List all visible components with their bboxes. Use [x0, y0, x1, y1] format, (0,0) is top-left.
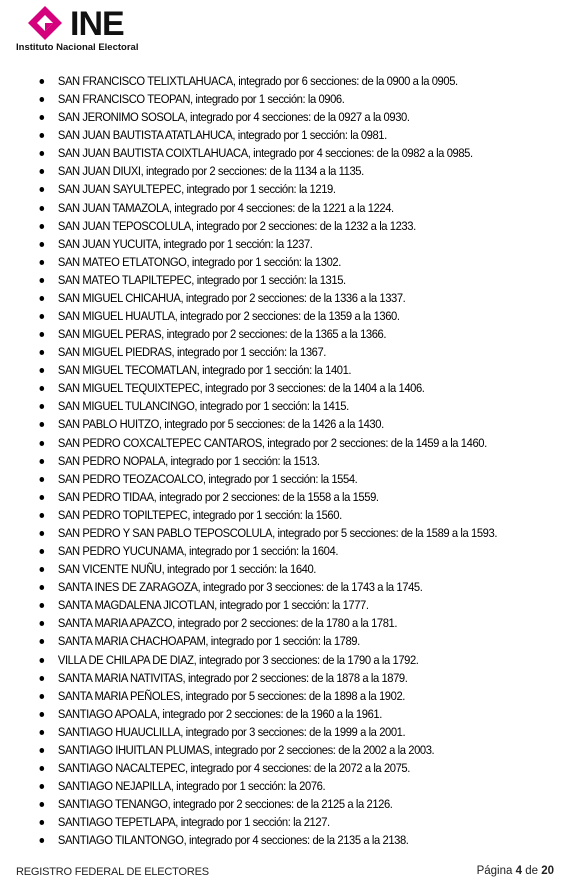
list-item-text: SAN MIGUEL CHICAHUA, integrado por 2 secciones: de la 1336 a la 1337.	[57, 290, 406, 305]
list-item-text: SAN MIGUEL PERAS, integrado por 2 secciones: de la 1365 a la 1366.	[57, 327, 387, 342]
list-item-text: SAN MIGUEL TULANCINGO, integrado por 1 sección: la 1415.	[57, 399, 349, 414]
bullet-icon	[40, 603, 45, 608]
bullet-icon	[40, 278, 45, 283]
list-item-text: SAN MIGUEL TEQUIXTEPEC, integrado por 3 secciones: de la 1404 a la 1406.	[57, 381, 425, 396]
list-item-text: SAN MIGUEL PIEDRAS, integrado por 1 sección: la 1367.	[57, 345, 326, 360]
bullet-icon	[40, 748, 45, 753]
bullet-icon	[40, 206, 45, 211]
list-item-text: SAN JERONIMO SOSOLA, integrado por 4 secciones: de la 0927 a la 0930.	[57, 110, 410, 125]
list-item-text: SAN JUAN BAUTISTA ATATLAHUCA, integrado por 1 sección: la 0981.	[57, 128, 387, 143]
list-item-text: SAN JUAN TEPOSCOLULA, integrado por 2 secciones: de la 1232 a la 1233.	[57, 218, 416, 233]
bullet-icon	[40, 368, 45, 373]
bullet-icon	[40, 549, 45, 554]
ine-logo-icon	[28, 6, 62, 40]
page-total: 20	[541, 865, 554, 877]
bullet-icon	[40, 694, 45, 699]
list-item-text: SAN PEDRO TOPILTEPEC, integrado por 1 sección: la 1560.	[57, 507, 342, 522]
list-item-text: SANTIAGO APOALA, integrado por 2 secciones: de la 1960 a la 1961.	[57, 706, 382, 721]
list-item-text: SAN VICENTE NUÑU, integrado por 1 sección: la 1640.	[57, 562, 317, 577]
list-item-text: SANTA MARIA PEÑOLES, integrado por 5 secciones: de la 1898 a la 1902.	[57, 688, 405, 703]
page-prefix: Página	[476, 865, 513, 877]
bullet-icon	[40, 477, 45, 482]
bullet-icon	[40, 296, 45, 301]
bullet-icon	[40, 621, 45, 626]
bullet-icon	[40, 115, 45, 120]
list-item-text: SANTIAGO NACALTEPEC, integrado por 4 secciones: de la 2072 a la 2075.	[57, 760, 410, 775]
bullet-icon	[40, 676, 45, 681]
bullet-icon	[40, 332, 45, 337]
logo-subtitle: Instituto Nacional Electoral	[16, 42, 139, 53]
list-item-text: SAN MIGUEL HUAUTLA, integrado por 2 secciones: de la 1359 a la 1360.	[57, 309, 400, 324]
list-item-text: SAN PEDRO Y SAN PABLO TEPOSCOLULA, integrado por 5 secciones: de la 1589 a la 1593.	[57, 525, 498, 540]
list-item-text: SANTIAGO TILANTONGO, integrado por 4 secciones: de la 2135 a la 2138.	[57, 833, 409, 848]
bullet-icon	[40, 513, 45, 518]
bullet-icon	[40, 459, 45, 464]
list-item-text: SANTA MAGDALENA JICOTLAN, integrado por 1 sección: la 1777.	[57, 598, 369, 613]
list-item-text: SANTIAGO TEPETLAPA, integrado por 1 sección: la 2127.	[57, 815, 330, 830]
list-item-text: SAN PABLO HUITZO, integrado por 5 secciones: de la 1426 a la 1430.	[57, 417, 384, 432]
ine-logo	[16, 6, 176, 54]
bullet-icon	[40, 838, 45, 843]
list-item-text: SAN MATEO ETLATONGO, integrado por 1 sección: la 1302.	[57, 254, 341, 269]
bullet-icon	[40, 224, 45, 229]
bullet-icon	[40, 712, 45, 717]
bullet-icon	[40, 133, 45, 138]
bullet-icon	[40, 386, 45, 391]
bullet-icon	[40, 567, 45, 572]
bullet-icon	[40, 187, 45, 192]
bullet-icon	[40, 585, 45, 590]
bullet-icon	[40, 97, 45, 102]
list-item-text: SAN MATEO TLAPILTEPEC, integrado por 1 sección: la 1315.	[57, 272, 346, 287]
list-item-text: SAN PEDRO NOPALA, integrado por 1 sección: la 1513.	[57, 453, 320, 468]
bullet-icon	[40, 820, 45, 825]
list-item-text: SAN PEDRO TIDAA, integrado por 2 secciones: de la 1558 a la 1559.	[57, 489, 379, 504]
logo-text: INE	[70, 5, 124, 43]
bullet-icon	[40, 802, 45, 807]
list-item-text: SAN FRANCISCO TELIXTLAHUACA, integrado por 6 secciones: de la 0900 a la 0905.	[57, 74, 458, 88]
list-item-text: SAN JUAN YUCUITA, integrado por 1 sección: la 1237.	[57, 236, 313, 251]
list-item-text: SANTIAGO NEJAPILLA, integrado por 1 sección: la 2076.	[57, 779, 326, 794]
bullet-icon	[40, 242, 45, 247]
bullet-icon	[40, 766, 45, 771]
bullet-icon	[40, 495, 45, 500]
list-item-text: SAN MIGUEL TECOMATLAN, integrado por 1 sección: la 1401.	[57, 363, 352, 378]
bullet-icon	[40, 531, 45, 536]
list-item-text: SAN PEDRO COXCALTEPEC CANTAROS, integrado por 2 secciones: de la 1459 a la 1460.	[57, 435, 487, 450]
list-item-text: SAN PEDRO TEOZACOALCO, integrado por 1 sección: la 1554.	[57, 471, 358, 486]
list-item-text: SANTIAGO HUAUCLILLA, integrado por 3 secciones: de la 1999 a la 2001.	[57, 724, 406, 739]
bullet-icon	[40, 441, 45, 446]
bullet-icon	[40, 639, 45, 644]
page-separator: de	[525, 865, 538, 877]
bullet-icon	[40, 169, 45, 174]
list-item-text: SANTA MARIA CHACHOAPAM, integrado por 1 sección: la 1789.	[57, 634, 360, 649]
page-number	[477, 865, 554, 877]
bullet-icon	[40, 730, 45, 735]
list-item-text: SANTIAGO IHUITLAN PLUMAS, integrado por 2 secciones: de la 2002 a la 2003.	[57, 742, 435, 757]
list-item-text: SAN JUAN SAYULTEPEC, integrado por 1 sección: la 1219.	[57, 182, 336, 197]
bullet-icon	[40, 151, 45, 156]
list-item-text: SANTA INES DE ZARAGOZA, integrado por 3 secciones: de la 1743 a la 1745.	[57, 580, 423, 595]
bullet-icon	[40, 260, 45, 265]
bullet-icon	[40, 422, 45, 427]
list-item-text: SAN JUAN DIUXI, integrado por 2 secciones: de la 1134 a la 1135.	[57, 164, 364, 179]
list-item-text: SANTA MARIA NATIVITAS, integrado por 2 secciones: de la 1878 a la 1879.	[57, 670, 408, 685]
footer-registry: REGISTRO FEDERAL DE ELECTORES	[16, 866, 209, 878]
bullet-icon	[40, 314, 45, 319]
bullet-icon	[40, 658, 45, 663]
list-item-text: SANTIAGO TENANGO, integrado por 2 secciones: de la 2125 a la 2126.	[57, 797, 393, 812]
page-current: 4	[515, 865, 522, 877]
bullet-icon	[40, 784, 45, 789]
bullet-icon	[40, 404, 45, 409]
list-item-text: SAN JUAN TAMAZOLA, integrado por 4 secciones: de la 1221 a la 1224.	[57, 200, 394, 215]
list-item-text: VILLA DE CHILAPA DE DIAZ, integrado por 3 secciones: de la 1790 a la 1792.	[57, 652, 419, 667]
list-item-text: SAN JUAN BAUTISTA COIXTLAHUACA, integrado por 4 secciones: de la 0982 a la 0985.	[57, 146, 473, 161]
list-item-text: SANTA MARIA APAZCO, integrado por 2 secciones: de la 1780 a la 1781.	[57, 616, 398, 631]
list-item-text: SAN FRANCISCO TEOPAN, integrado por 1 sección: la 0906.	[57, 92, 345, 107]
bullet-icon	[40, 350, 45, 355]
list-item-text: SAN PEDRO YUCUNAMA, integrado por 1 sección: la 1604.	[57, 544, 339, 559]
bullet-icon	[40, 79, 45, 84]
